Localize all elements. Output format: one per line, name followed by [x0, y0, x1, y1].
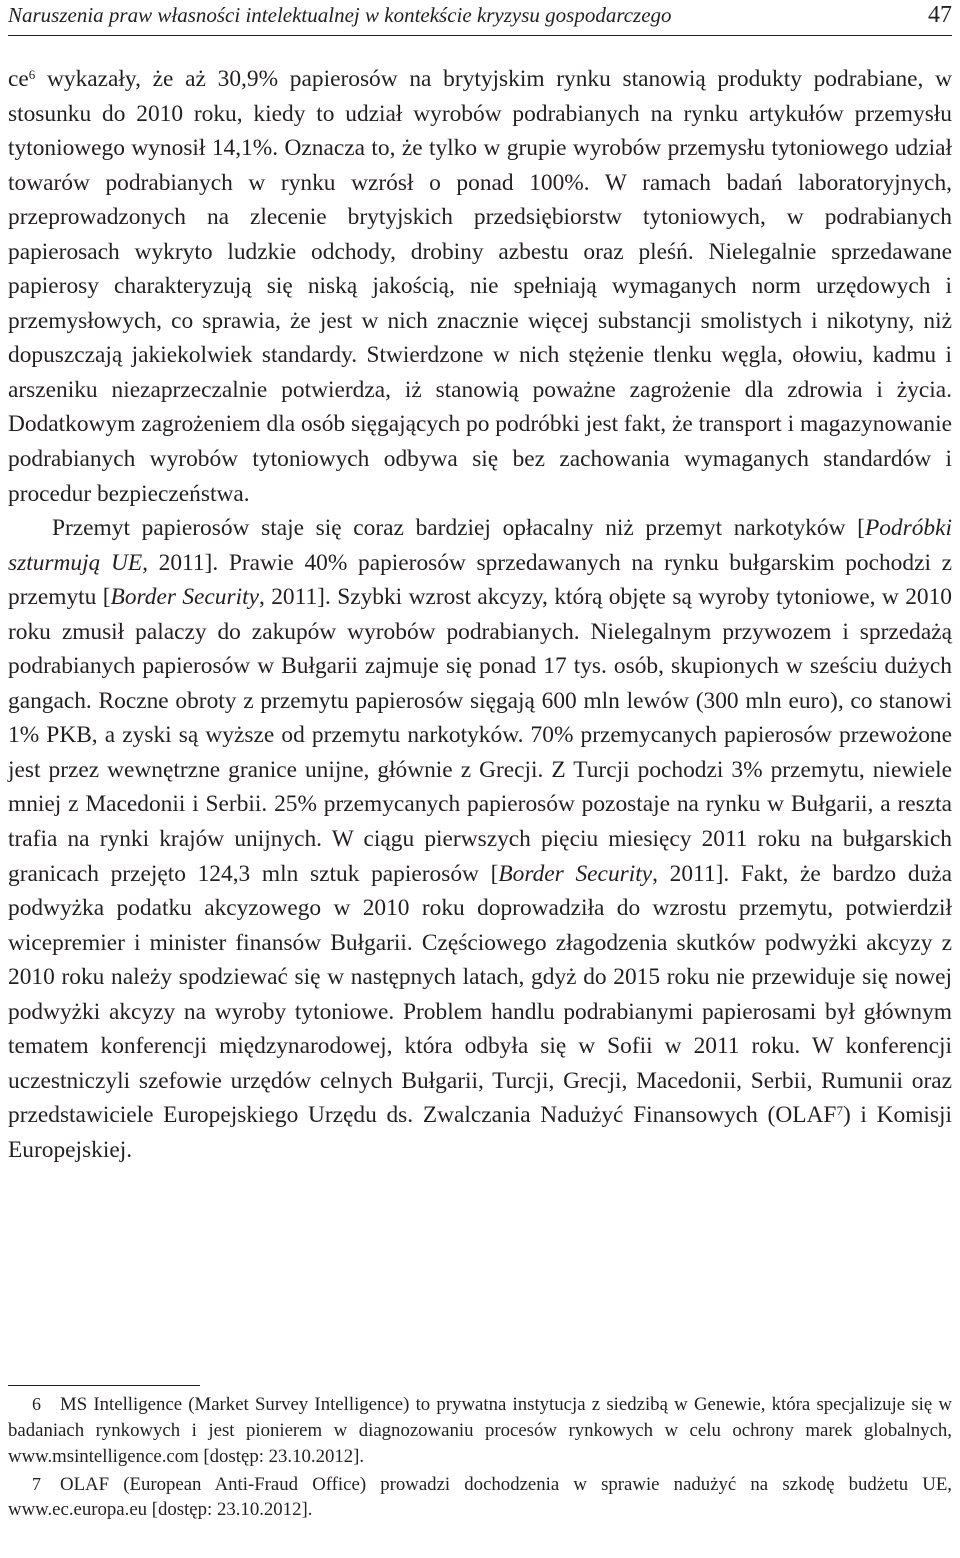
paragraph-smuggling — [8, 511, 952, 1167]
text-run: wykazały, że aż 30,9% papierosów na brytyjskim rynku stanowią produkty podrabiane, w stosunku do 2010 roku, kiedy to udział wyrobów podrabianych na rynku artykułów przemysłu tytoniowego wynosił 14,1%. Oznacza to, że tylko w grupie wyrobów przemysłu tytoniowego udział towarów podrabianych w rynku wzrósł o ponad 100%. W ramach badań laboratoryjnych, przeprowadzonych na zlecenie brytyjskich przedsiębiorstw tytoniowych, w podrabianych papierosach wykryto ludzkie odchody, drobiny azbestu oraz pleśń. Nielegalnie sprzedawane papierosy charakteryzują się niską jakością, nie spełniają wymaganych norm urzędowych i przemysłowych, co sprawia, że jest w nich znacznie więcej substancji smolistych i nikotyny, niż dopuszczają jakiekolwiek standardy. Stwierdzone w nich stężenie tlenku węgla, ołowiu, kadmu i arszeniku niezaprzeczalnie potwierdza, iż stanowią poważne zagrożenie dla zdrowia i życia. Dodatkowym zagrożeniem dla osób sięgających po podróbki jest fakt, że transport i magazynowanie podrabianych wyrobów tytoniowych odbywa się bez zachowania wymaganych standardów i procedur bezpieczeństwa. — [8, 66, 952, 507]
italic-source-title: Podróbki szturmują UE, — [8, 515, 952, 576]
body-text — [8, 62, 952, 1168]
text-run: ce — [8, 66, 29, 92]
page-number: 47 — [928, 2, 952, 28]
text-run: 2011]. Prawie 40% papierosów sprzedawanych na rynku bułgarskim pochodzi z przemytu [ — [8, 549, 952, 611]
running-title: Naruszenia praw własności intelektualnej w kontekście kryzysu gospodarczego — [8, 3, 672, 27]
text-run: , 2011]. Fakt, że bardzo duża podwyżka podatku akcyzowego w 2010 roku doprowadziła do wzrostu przemytu, potwierdził wicepremier i minister finansów Bułgarii. Częściowego złagodzenia skutków podwyżki akcyzy z 2010 roku należy spodziewać się w następnych latach, gdyż do 2015 roku nie przewiduje się nowej podwyżki akcyzy na wyroby tytoniowe. Problem handlu podrabianymi papierosami był głównym tematem konferencji międzynarodowej, która odbyła się w Sofii w 2011 roku. W konferencji uczestniczyli szefowie urzędów celnych Bułgarii, Turcji, Grecji, Macedonii, Serbii, Rumunii oraz przedstawiciele Europejskiego Urzędu ds. Zwalczania Nadużyć Finansowych (OLAF — [8, 860, 952, 1129]
text-run: Przemyt papierosów staje się coraz bardziej opłacalny niż przemyt narkotyków [ — [52, 515, 865, 542]
italic-source-title: Border Security — [110, 584, 259, 611]
footnote-7 — [8, 1472, 952, 1524]
italic-source-title: Border Security — [498, 860, 653, 887]
header-rule — [8, 35, 952, 36]
footnote-reference-7: 7 — [836, 1103, 843, 1119]
footnote-text: OLAF (European Anti-Fraud Office) prowadzi dochodzenia w sprawie nadużyć na szkodę budżetu UE, www.ec.europa.eu [dostęp: 23.10.2012]. — [8, 1473, 952, 1521]
running-header — [8, 2, 952, 28]
paragraph-continuation — [8, 62, 952, 511]
footnote-number: 6 — [32, 1394, 41, 1414]
footnote-text: MS Intelligence (Market Survey Intelligence) to prywatna instytucja z siedzibą w Genewie, która specjalizuje się w badaniach rynkowych i jest pionierem w diagnozowaniu procesów rynkowych w celu ochrony marek globalnych, www.msintelligence.com [dostęp: 23.10.2012]. — [8, 1394, 952, 1467]
footnote-reference-6: 6 — [28, 66, 36, 82]
footnote-rule — [8, 1385, 200, 1386]
footnotes — [8, 1392, 952, 1525]
text-run: , 2011]. Szybki wzrost akcyzy, którą objęte są wyroby tytoniowe, w 2010 roku zmusił palaczy do zakupów wyrobów podrabianych. Nielegalnym przywozem i sprzedażą podrabianych papierosów w Bułgarii zajmuje się ponad 17 tys. osób, skupionych w sześciu dużych gangach. Roczne obroty z przemytu papierosów sięgają 600 mln lewów (300 mln euro), co stanowi 1% PKB, a zyski są wyższe od przemytu narkotyków. 70% przemycanych papierosów przewożone jest przez wewnętrzne granice unijne, głównie z Grecji. Z Turcji pochodzi 3% przemytu, niewiele mniej z Macedonii i Serbii. 25% przemycanych papierosów pozostaje na rynku w Bułgarii, a reszta trafia na rynki krajów unijnych. W ciągu pierwszych pięciu miesięcy 2011 roku na bułgarskich granicach przejęto 124,3 mln sztuk papierosów [ — [8, 584, 952, 887]
text-run: ) i Komisji Europejskiej. — [8, 1102, 952, 1163]
footnote-number: 7 — [32, 1473, 41, 1494]
footnote-6 — [8, 1392, 952, 1470]
